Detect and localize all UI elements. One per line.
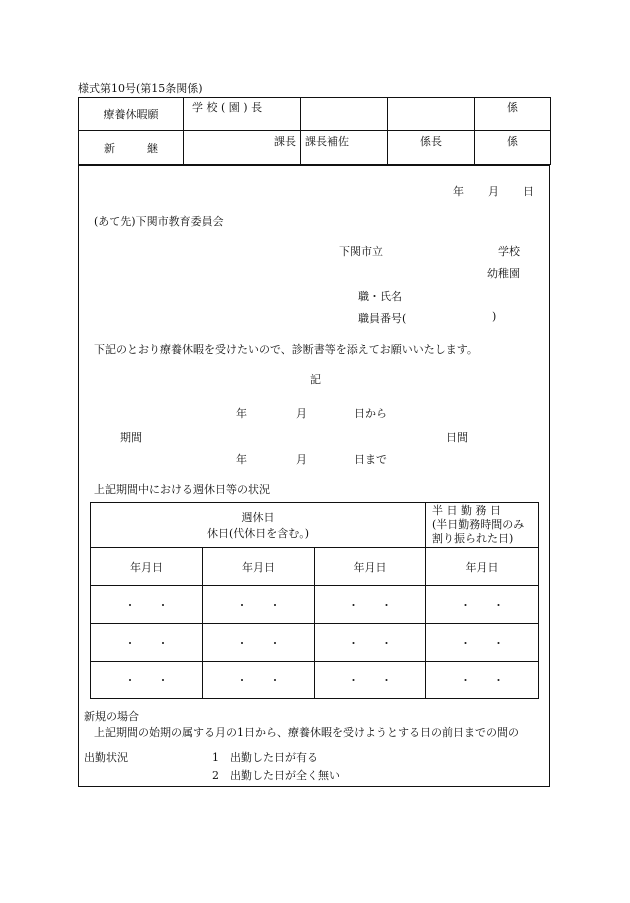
holiday-header: 週休日 休日(代休日を含む。) bbox=[91, 503, 426, 548]
date-month: 月 bbox=[488, 185, 499, 198]
applicant-city: 下関市立 bbox=[339, 245, 383, 258]
date-cell: ・ ・ bbox=[203, 624, 315, 662]
attendance-option-1: 1 出勤した日が有る bbox=[212, 751, 318, 764]
date-cell: ・ ・ bbox=[315, 586, 426, 624]
table-row bbox=[91, 662, 539, 699]
period-days: 日間 bbox=[446, 431, 468, 444]
date-cell: ・ ・ bbox=[91, 586, 203, 624]
date-year: 年 bbox=[453, 185, 464, 198]
date-cell: ・ ・ bbox=[315, 624, 426, 662]
period-to-month: 月 bbox=[296, 453, 307, 466]
approval-header bbox=[78, 97, 551, 165]
period-to-day: 日まで bbox=[354, 453, 387, 466]
period-from-day: 日から bbox=[354, 407, 387, 420]
form-title: 療養休暇願 bbox=[79, 98, 184, 131]
date-cell: ・ ・ bbox=[426, 662, 539, 699]
new-continue-cell: 新 継 bbox=[79, 131, 184, 165]
table-row bbox=[91, 586, 539, 624]
half-day-header: 半 日 勤 務 日 (半日勤務時間のみ 割り振られた日) bbox=[426, 503, 539, 548]
date-day: 日 bbox=[523, 185, 534, 198]
period-label: 期間 bbox=[120, 431, 142, 444]
new-case-text: 上記期間の始期の属する月の1日から、療養休暇を受けようとする日の前日までの間の bbox=[94, 726, 519, 739]
request-text: 下記のとおり療養休暇を受けたいので、診断書等を添えてお願いいたします。 bbox=[94, 343, 478, 356]
applicant-school: 学校 bbox=[498, 245, 520, 258]
period-to-year: 年 bbox=[236, 453, 247, 466]
applicant-position-name: 職・氏名 bbox=[358, 290, 402, 303]
date-cell: ・ ・ bbox=[203, 586, 315, 624]
kakari-top-cell: 係 bbox=[475, 98, 551, 131]
col-header-date: 年月日 bbox=[315, 548, 426, 586]
kakaricho-cell: 係長 bbox=[388, 131, 475, 165]
form-number: 様式第10号(第15条関係) bbox=[78, 82, 203, 95]
date-cell: ・ ・ bbox=[203, 662, 315, 699]
addressee: (あて先)下関市教育委員会 bbox=[94, 215, 224, 228]
weekly-holiday-table bbox=[90, 502, 539, 699]
kakari-cell: 係 bbox=[475, 131, 551, 165]
date-cell: ・ ・ bbox=[426, 624, 539, 662]
weekly-section-title: 上記期間中における週休日等の状況 bbox=[94, 483, 270, 496]
staff-number-close: ) bbox=[492, 310, 497, 323]
attendance-label: 出勤状況 bbox=[84, 751, 128, 764]
applicant-kindergarten: 幼稚園 bbox=[487, 267, 520, 280]
stamp-cell-1 bbox=[301, 98, 388, 131]
col-header-date: 年月日 bbox=[91, 548, 203, 586]
date-cell: ・ ・ bbox=[91, 662, 203, 699]
ki-label: 記 bbox=[310, 373, 321, 386]
date-cell: ・ ・ bbox=[426, 586, 539, 624]
applicant-staff-number: 職員番号( bbox=[358, 312, 407, 325]
col-header-date: 年月日 bbox=[203, 548, 315, 586]
period-from-month: 月 bbox=[296, 407, 307, 420]
principal-label-cell: 学 校 ( 園 ) 長 bbox=[184, 98, 301, 131]
kacho-hosa-cell: 課長補佐 bbox=[301, 131, 388, 165]
col-header-date: 年月日 bbox=[426, 548, 539, 586]
period-from-year: 年 bbox=[236, 407, 247, 420]
table-row bbox=[91, 624, 539, 662]
date-cell: ・ ・ bbox=[315, 662, 426, 699]
date-cell: ・ ・ bbox=[91, 624, 203, 662]
new-case-heading: 新規の場合 bbox=[84, 710, 139, 723]
attendance-option-2: 2 出勤した日が全く無い bbox=[212, 769, 340, 782]
kacho-cell: 課長 bbox=[184, 131, 301, 165]
stamp-cell-2 bbox=[388, 98, 475, 131]
